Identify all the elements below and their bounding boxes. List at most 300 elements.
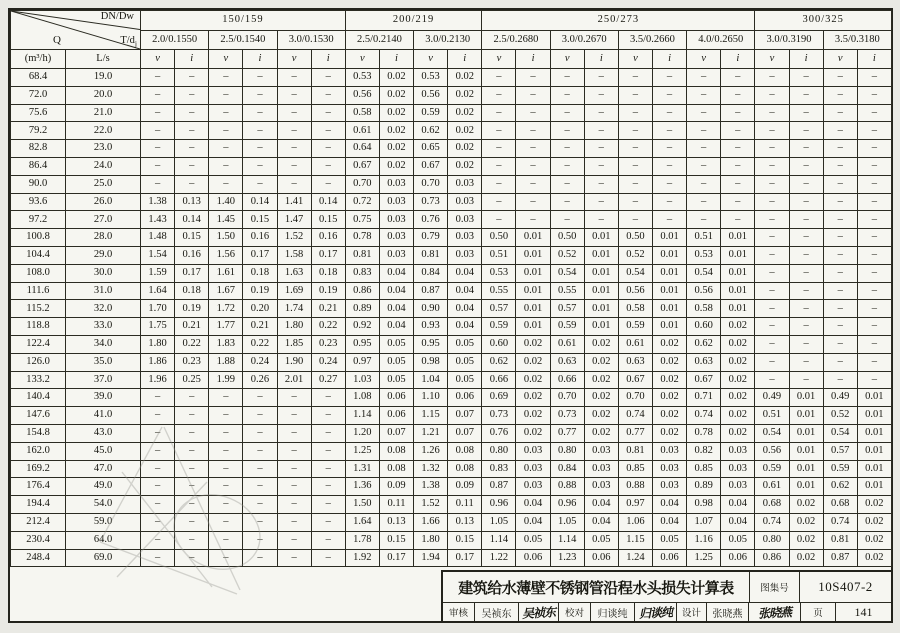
headloss-header: i xyxy=(311,50,345,69)
value-cell: – xyxy=(243,389,277,407)
value-cell: – xyxy=(857,246,891,264)
value-cell: 0.97 xyxy=(618,496,652,514)
value-cell: 0.01 xyxy=(652,229,686,247)
value-cell: 0.52 xyxy=(618,246,652,264)
value-cell: 1.21 xyxy=(414,424,448,442)
value-cell: 0.53 xyxy=(345,69,379,87)
value-cell: – xyxy=(652,157,686,175)
value-cell: – xyxy=(755,300,789,318)
value-cell: 0.03 xyxy=(584,478,618,496)
value-cell: – xyxy=(618,211,652,229)
value-cell: 0.73 xyxy=(482,407,516,425)
headloss-header: i xyxy=(379,50,413,69)
value-cell: 0.68 xyxy=(823,496,857,514)
value-cell: – xyxy=(141,478,175,496)
value-cell: – xyxy=(823,353,857,371)
corner-diagonal-cell xyxy=(11,11,141,50)
value-cell: 0.02 xyxy=(789,496,823,514)
value-cell: 0.15 xyxy=(379,531,413,549)
value-cell: 0.04 xyxy=(448,282,482,300)
value-cell: – xyxy=(141,104,175,122)
value-cell: 0.49 xyxy=(755,389,789,407)
value-cell: 0.84 xyxy=(550,460,584,478)
value-cell: 1.36 xyxy=(345,478,379,496)
value-cell: – xyxy=(141,442,175,460)
value-cell: – xyxy=(141,549,175,567)
value-cell: – xyxy=(209,478,243,496)
value-cell: – xyxy=(789,282,823,300)
value-cell: 1.15 xyxy=(618,531,652,549)
table-row xyxy=(11,318,892,336)
value-cell: 0.60 xyxy=(482,335,516,353)
value-cell: – xyxy=(550,193,584,211)
value-cell: 0.53 xyxy=(482,264,516,282)
value-cell: 0.50 xyxy=(550,229,584,247)
value-cell: 0.01 xyxy=(652,246,686,264)
value-cell: 0.92 xyxy=(345,318,379,336)
table-row xyxy=(11,496,892,514)
value-cell: 0.01 xyxy=(789,424,823,442)
value-cell: – xyxy=(550,104,584,122)
value-cell: – xyxy=(618,122,652,140)
value-cell: – xyxy=(277,122,311,140)
value-cell: 1.38 xyxy=(141,193,175,211)
value-cell: – xyxy=(755,246,789,264)
value-cell: – xyxy=(516,211,550,229)
value-cell: – xyxy=(857,229,891,247)
value-cell: 0.17 xyxy=(379,549,413,567)
value-cell: – xyxy=(857,353,891,371)
value-cell: – xyxy=(823,140,857,158)
reviewer-label: 审核 xyxy=(443,603,475,621)
value-cell: – xyxy=(687,157,721,175)
wall-thickness-header: 4.0/0.2650 xyxy=(687,31,755,50)
value-cell: 0.22 xyxy=(243,335,277,353)
value-cell: – xyxy=(175,549,209,567)
value-cell: – xyxy=(141,407,175,425)
value-cell: 0.04 xyxy=(379,318,413,336)
table-row xyxy=(11,531,892,549)
wall-thickness-header: 3.5/0.2660 xyxy=(618,31,686,50)
value-cell: 0.08 xyxy=(379,460,413,478)
ls-unit-header: L/s xyxy=(66,50,141,69)
value-cell: 0.03 xyxy=(721,442,755,460)
velocity-header: v xyxy=(209,50,243,69)
value-cell: 0.01 xyxy=(857,389,891,407)
value-cell: – xyxy=(823,104,857,122)
value-cell: – xyxy=(175,69,209,87)
value-cell: – xyxy=(755,69,789,87)
value-cell: – xyxy=(857,69,891,87)
flow-ls-cell: 41.0 xyxy=(66,407,141,425)
value-cell: 0.56 xyxy=(414,86,448,104)
value-cell: 0.21 xyxy=(311,300,345,318)
value-cell: – xyxy=(209,424,243,442)
value-cell: 1.32 xyxy=(414,460,448,478)
value-cell: – xyxy=(721,122,755,140)
value-cell: 0.06 xyxy=(516,549,550,567)
value-cell: 0.02 xyxy=(721,389,755,407)
value-cell: 0.67 xyxy=(414,157,448,175)
value-cell: 0.57 xyxy=(550,300,584,318)
value-cell: – xyxy=(857,193,891,211)
vi-header-row xyxy=(11,50,892,69)
value-cell: 0.98 xyxy=(687,496,721,514)
value-cell: – xyxy=(584,211,618,229)
value-cell: – xyxy=(141,69,175,87)
value-cell: 0.02 xyxy=(379,86,413,104)
value-cell: 0.20 xyxy=(243,300,277,318)
value-cell: – xyxy=(209,104,243,122)
value-cell: – xyxy=(141,424,175,442)
value-cell: – xyxy=(175,442,209,460)
flow-m3h-cell: 72.0 xyxy=(11,86,66,104)
velocity-header: v xyxy=(482,50,516,69)
value-cell: 0.03 xyxy=(516,478,550,496)
value-cell: – xyxy=(857,264,891,282)
value-cell: 1.20 xyxy=(345,424,379,442)
value-cell: 0.02 xyxy=(584,335,618,353)
value-cell: – xyxy=(277,442,311,460)
value-cell: – xyxy=(243,513,277,531)
value-cell: – xyxy=(789,193,823,211)
value-cell: 0.78 xyxy=(345,229,379,247)
value-cell: 0.05 xyxy=(516,531,550,549)
value-cell: 0.18 xyxy=(175,282,209,300)
value-cell: – xyxy=(141,531,175,549)
table-row xyxy=(11,460,892,478)
value-cell: 1.31 xyxy=(345,460,379,478)
value-cell: 0.49 xyxy=(823,389,857,407)
value-cell: – xyxy=(209,513,243,531)
value-cell: 0.16 xyxy=(243,229,277,247)
wall-thickness-header: 2.5/0.1540 xyxy=(209,31,277,50)
flow-m3h-cell: 86.4 xyxy=(11,157,66,175)
value-cell: 2.01 xyxy=(277,371,311,389)
velocity-header: v xyxy=(618,50,652,69)
value-cell: – xyxy=(141,175,175,193)
value-cell: 0.51 xyxy=(687,229,721,247)
value-cell: 0.95 xyxy=(345,335,379,353)
value-cell: 0.04 xyxy=(721,513,755,531)
value-cell: 0.04 xyxy=(516,513,550,531)
value-cell: 0.02 xyxy=(379,122,413,140)
value-cell: – xyxy=(175,424,209,442)
flow-ls-cell: 20.0 xyxy=(66,86,141,104)
value-cell: 1.41 xyxy=(277,193,311,211)
value-cell: 0.54 xyxy=(687,264,721,282)
value-cell: 0.01 xyxy=(516,229,550,247)
value-cell: 0.02 xyxy=(857,549,891,567)
flow-ls-cell: 49.0 xyxy=(66,478,141,496)
value-cell: 1.08 xyxy=(345,389,379,407)
value-cell: – xyxy=(857,122,891,140)
value-cell: 1.80 xyxy=(141,335,175,353)
value-cell: – xyxy=(482,211,516,229)
value-cell: 0.05 xyxy=(721,531,755,549)
value-cell: 0.02 xyxy=(379,157,413,175)
value-cell: – xyxy=(652,211,686,229)
value-cell: – xyxy=(243,478,277,496)
value-cell: 0.04 xyxy=(379,264,413,282)
value-cell: – xyxy=(789,86,823,104)
value-cell: 0.02 xyxy=(652,335,686,353)
value-cell: 1.25 xyxy=(345,442,379,460)
value-cell: – xyxy=(652,193,686,211)
flow-m3h-cell: 122.4 xyxy=(11,335,66,353)
value-cell: – xyxy=(141,496,175,514)
value-cell: – xyxy=(823,371,857,389)
value-cell: 0.19 xyxy=(243,282,277,300)
value-cell: 0.01 xyxy=(584,246,618,264)
value-cell: 1.14 xyxy=(482,531,516,549)
dn-dw-label: DN/Dw xyxy=(100,11,134,22)
value-cell: – xyxy=(243,407,277,425)
value-cell: 0.09 xyxy=(379,478,413,496)
value-cell: – xyxy=(516,122,550,140)
value-cell: 0.56 xyxy=(345,86,379,104)
value-cell: – xyxy=(516,86,550,104)
value-cell: 0.62 xyxy=(482,353,516,371)
value-cell: 0.61 xyxy=(618,335,652,353)
table-row xyxy=(11,140,892,158)
value-cell: – xyxy=(175,389,209,407)
value-cell: – xyxy=(584,193,618,211)
value-cell: 0.01 xyxy=(721,300,755,318)
value-cell: 0.19 xyxy=(311,282,345,300)
value-cell: – xyxy=(311,140,345,158)
value-cell: 0.70 xyxy=(414,175,448,193)
flow-ls-cell: 30.0 xyxy=(66,264,141,282)
page-frame xyxy=(8,8,893,623)
value-cell: 1.05 xyxy=(482,513,516,531)
value-cell: 0.15 xyxy=(311,211,345,229)
value-cell: 0.05 xyxy=(652,531,686,549)
value-cell: – xyxy=(857,211,891,229)
value-cell: – xyxy=(618,69,652,87)
value-cell: 1.88 xyxy=(209,353,243,371)
flow-m3h-cell: 118.8 xyxy=(11,318,66,336)
flow-ls-cell: 43.0 xyxy=(66,424,141,442)
value-cell: – xyxy=(277,549,311,567)
value-cell: – xyxy=(584,175,618,193)
flow-m3h-cell: 162.0 xyxy=(11,442,66,460)
value-cell: 0.61 xyxy=(345,122,379,140)
value-cell: – xyxy=(277,69,311,87)
table-row xyxy=(11,335,892,353)
flow-m3h-cell: 79.2 xyxy=(11,122,66,140)
value-cell: 0.85 xyxy=(618,460,652,478)
value-cell: – xyxy=(243,442,277,460)
value-cell: 0.01 xyxy=(652,282,686,300)
table-row xyxy=(11,157,892,175)
value-cell: 0.80 xyxy=(755,531,789,549)
value-cell: – xyxy=(209,69,243,87)
value-cell: – xyxy=(789,264,823,282)
value-cell: – xyxy=(482,175,516,193)
flow-ls-cell: 21.0 xyxy=(66,104,141,122)
value-cell: 0.02 xyxy=(789,549,823,567)
value-cell: 0.02 xyxy=(652,407,686,425)
value-cell: 0.02 xyxy=(379,104,413,122)
value-cell: – xyxy=(857,157,891,175)
value-cell: 0.88 xyxy=(618,478,652,496)
value-cell: – xyxy=(857,86,891,104)
value-cell: 0.23 xyxy=(311,335,345,353)
value-cell: – xyxy=(755,282,789,300)
value-cell: 0.02 xyxy=(448,157,482,175)
value-cell: – xyxy=(789,229,823,247)
value-cell: 0.53 xyxy=(414,69,448,87)
value-cell: 0.67 xyxy=(345,157,379,175)
value-cell: – xyxy=(311,424,345,442)
flow-m3h-cell: 93.6 xyxy=(11,193,66,211)
table-row xyxy=(11,104,892,122)
value-cell: – xyxy=(209,460,243,478)
value-cell: 0.03 xyxy=(516,460,550,478)
value-cell: – xyxy=(721,193,755,211)
value-cell: 0.01 xyxy=(584,318,618,336)
value-cell: – xyxy=(175,86,209,104)
table-row xyxy=(11,353,892,371)
value-cell: 0.74 xyxy=(687,407,721,425)
value-cell: – xyxy=(823,86,857,104)
velocity-header: v xyxy=(550,50,584,69)
value-cell: 0.65 xyxy=(414,140,448,158)
flow-ls-cell: 37.0 xyxy=(66,371,141,389)
value-cell: – xyxy=(721,140,755,158)
value-cell: – xyxy=(652,122,686,140)
value-cell: 0.03 xyxy=(379,246,413,264)
value-cell: 0.04 xyxy=(448,318,482,336)
value-cell: 1.54 xyxy=(141,246,175,264)
value-cell: 0.51 xyxy=(482,246,516,264)
value-cell: – xyxy=(687,69,721,87)
value-cell: – xyxy=(243,86,277,104)
value-cell: – xyxy=(755,175,789,193)
value-cell: 0.02 xyxy=(516,371,550,389)
title-block xyxy=(441,570,893,623)
value-cell: – xyxy=(652,175,686,193)
value-cell: 0.62 xyxy=(414,122,448,140)
value-cell: 0.22 xyxy=(311,318,345,336)
value-cell: – xyxy=(175,478,209,496)
value-cell: 0.67 xyxy=(687,371,721,389)
value-cell: 0.13 xyxy=(379,513,413,531)
value-cell: 0.75 xyxy=(345,211,379,229)
value-cell: – xyxy=(857,282,891,300)
value-cell: – xyxy=(243,157,277,175)
value-cell: – xyxy=(311,442,345,460)
value-cell: – xyxy=(721,175,755,193)
value-cell: 0.87 xyxy=(823,549,857,567)
value-cell: – xyxy=(516,140,550,158)
value-cell: 0.54 xyxy=(755,424,789,442)
value-cell: 0.24 xyxy=(311,353,345,371)
value-cell: 1.72 xyxy=(209,300,243,318)
value-cell: – xyxy=(652,140,686,158)
value-cell: 0.02 xyxy=(652,424,686,442)
value-cell: – xyxy=(687,175,721,193)
pipe-dn-dw-header: 300/325 xyxy=(755,11,892,31)
value-cell: 1.59 xyxy=(141,264,175,282)
value-cell: 1.52 xyxy=(277,229,311,247)
value-cell: – xyxy=(823,300,857,318)
value-cell: 1.67 xyxy=(209,282,243,300)
flow-ls-cell: 34.0 xyxy=(66,335,141,353)
value-cell: 0.74 xyxy=(618,407,652,425)
value-cell: 0.08 xyxy=(379,442,413,460)
value-cell: – xyxy=(243,460,277,478)
flow-ls-cell: 22.0 xyxy=(66,122,141,140)
q-label: Q xyxy=(53,34,61,46)
value-cell: 0.61 xyxy=(755,478,789,496)
value-cell: 0.01 xyxy=(652,264,686,282)
value-cell: – xyxy=(209,531,243,549)
value-cell: 0.64 xyxy=(345,140,379,158)
flow-ls-cell: 19.0 xyxy=(66,69,141,87)
value-cell: – xyxy=(823,193,857,211)
value-cell: 0.21 xyxy=(175,318,209,336)
value-cell: – xyxy=(482,69,516,87)
value-cell: 0.63 xyxy=(687,353,721,371)
value-cell: – xyxy=(687,86,721,104)
value-cell: 0.03 xyxy=(448,229,482,247)
value-cell: 0.02 xyxy=(857,513,891,531)
value-cell: – xyxy=(789,175,823,193)
value-cell: 0.05 xyxy=(448,353,482,371)
value-cell: 0.01 xyxy=(584,264,618,282)
value-cell: 1.70 xyxy=(141,300,175,318)
value-cell: – xyxy=(243,69,277,87)
value-cell: 0.58 xyxy=(345,104,379,122)
flow-ls-cell: 47.0 xyxy=(66,460,141,478)
value-cell: – xyxy=(618,157,652,175)
table-row xyxy=(11,300,892,318)
value-cell: – xyxy=(755,318,789,336)
value-cell: – xyxy=(550,157,584,175)
value-cell: 0.02 xyxy=(857,496,891,514)
value-cell: – xyxy=(243,122,277,140)
value-cell: 0.01 xyxy=(789,407,823,425)
value-cell: – xyxy=(516,69,550,87)
value-cell: 0.05 xyxy=(448,335,482,353)
value-cell: – xyxy=(857,175,891,193)
value-cell: 0.04 xyxy=(379,282,413,300)
value-cell: 0.06 xyxy=(584,549,618,567)
value-cell: 0.02 xyxy=(652,353,686,371)
value-cell: 0.01 xyxy=(857,460,891,478)
wall-thickness-header: 2.5/0.2680 xyxy=(482,31,550,50)
value-cell: – xyxy=(789,104,823,122)
value-cell: – xyxy=(141,140,175,158)
value-cell: 0.01 xyxy=(789,478,823,496)
value-cell: 0.56 xyxy=(618,282,652,300)
value-cell: 0.27 xyxy=(311,371,345,389)
velocity-header: v xyxy=(755,50,789,69)
table-row xyxy=(11,193,892,211)
value-cell: 0.86 xyxy=(345,282,379,300)
flow-m3h-cell: 108.0 xyxy=(11,264,66,282)
value-cell: 0.58 xyxy=(618,300,652,318)
value-cell: – xyxy=(687,122,721,140)
value-cell: 1.47 xyxy=(277,211,311,229)
value-cell: 0.03 xyxy=(721,478,755,496)
value-cell: 0.14 xyxy=(175,211,209,229)
value-cell: 0.03 xyxy=(584,460,618,478)
value-cell: – xyxy=(857,300,891,318)
value-cell: 1.85 xyxy=(277,335,311,353)
